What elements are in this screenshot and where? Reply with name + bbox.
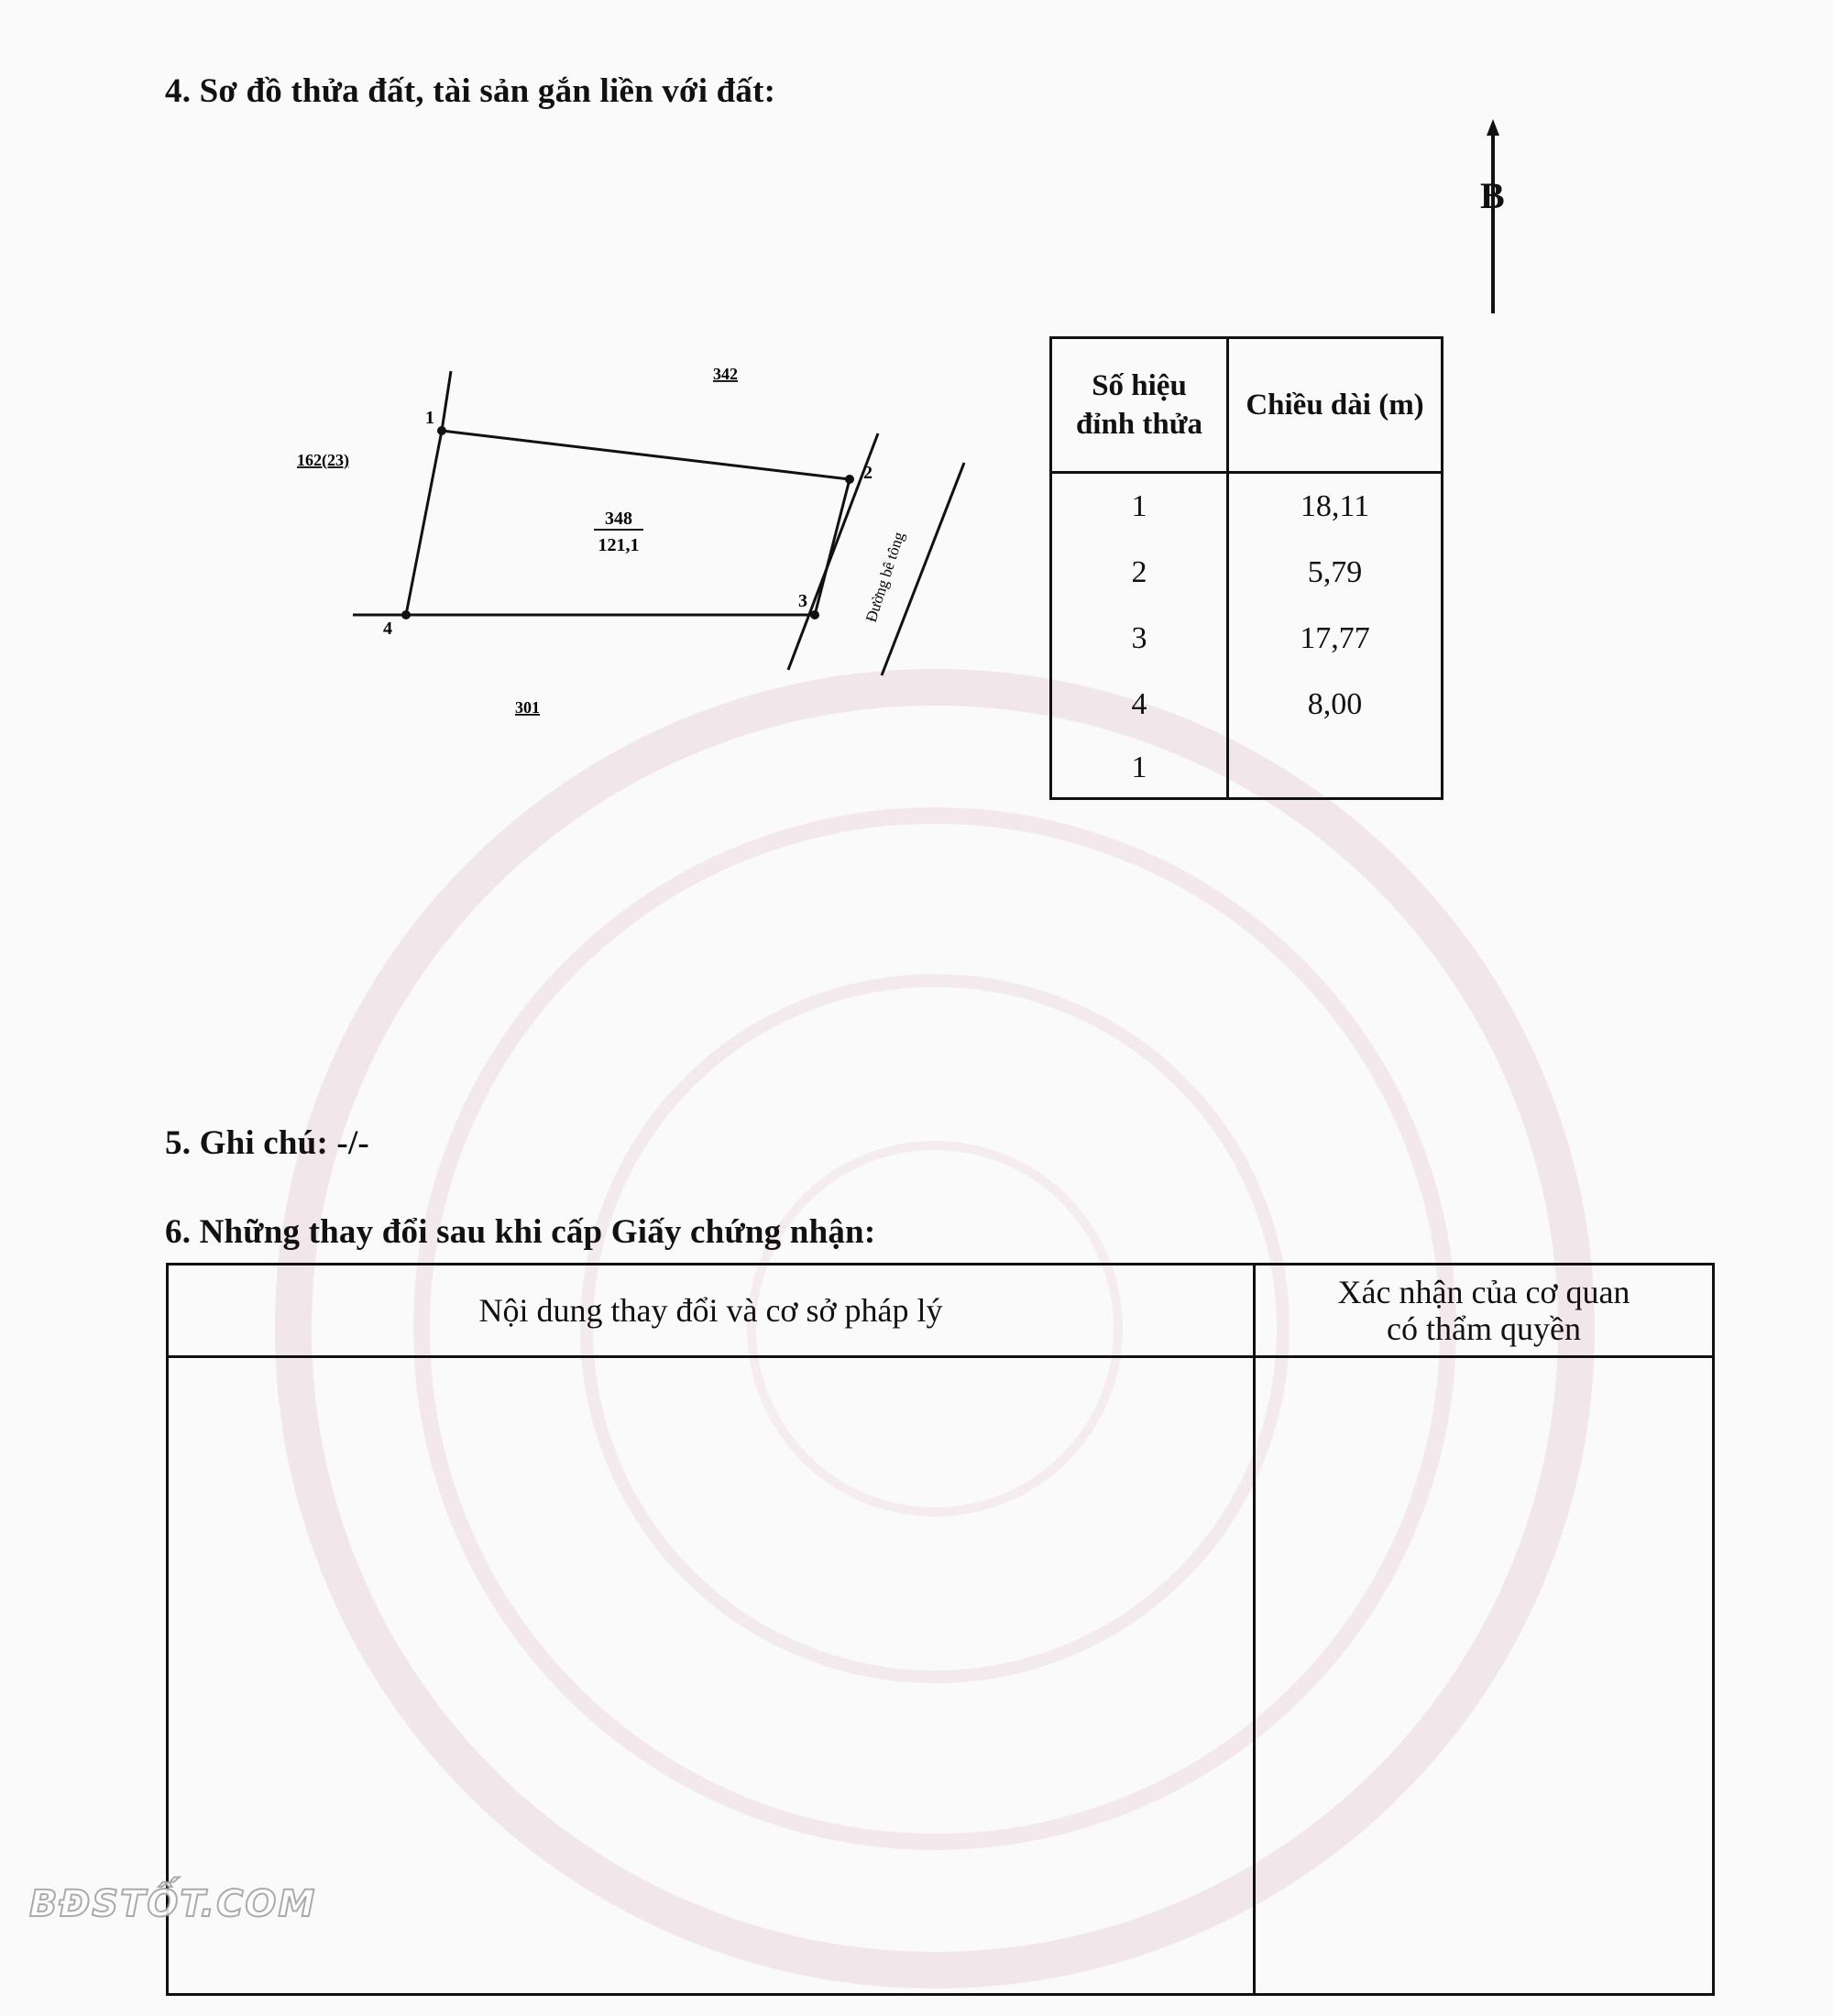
length-cell: 17,77 [1228,606,1443,672]
vertex-label-1: 1 [425,408,434,428]
table-row [1051,540,1443,606]
parcel-number: 348 [605,509,632,529]
plot-diagram [275,357,1008,742]
section-6-heading: 6. Những thay đổi sau khi cấp Giấy chứng nhận: [165,1213,876,1251]
header-point-column [1051,338,1228,473]
table-row [1051,738,1443,799]
point-cell: 1 [1051,473,1228,541]
table-row [1051,606,1443,672]
section-5-heading: 5. Ghi chú: -/- [165,1124,369,1162]
neighbor-parcel-south: 301 [515,698,540,717]
vertex-label-4: 4 [383,619,392,639]
table-row [168,1357,1714,1995]
header-change-content: Nội dung thay đổi và cơ sở pháp lý [168,1265,1255,1357]
vertex-dot-4 [401,610,411,619]
change-content-cell [168,1357,1255,1995]
road-label: Đường bê tông [862,530,908,625]
neighbor-parcel-west: 162(23) [297,451,349,469]
header-confirm-line1: Xác nhận của cơ quan [1337,1274,1630,1310]
length-cell: 5,79 [1228,540,1443,606]
length-cell: 18,11 [1228,473,1443,541]
table-row [1051,473,1443,541]
header-confirm-line2: có thẩm quyền [1387,1310,1581,1347]
length-cell: 8,00 [1228,672,1443,738]
boundary-ext-top [442,371,451,431]
section-4-heading: 4. Sơ đồ thửa đất, tài sản gắn liền với đất: [165,72,776,110]
vertex-dot-1 [437,426,446,435]
header-point-line1: Số hiệu [1092,369,1187,402]
parcel-area: 121,1 [598,535,640,555]
header-length-column: Chiều dài (m) [1228,338,1443,473]
changes-table [166,1263,1715,1996]
confirmation-cell [1255,1357,1714,1995]
table-row [1051,672,1443,738]
point-cell: 4 [1051,672,1228,738]
neighbor-parcel-north: 342 [713,365,738,383]
vertex-dot-3 [810,610,819,619]
point-cell: 1 [1051,738,1228,799]
vertex-label-3: 3 [798,591,807,611]
point-cell: 3 [1051,606,1228,672]
vertex-label-2: 2 [863,463,873,483]
north-label: B [1480,175,1505,216]
length-cell [1228,738,1443,799]
north-arrow-icon [1471,119,1526,321]
dimension-table [1049,336,1443,800]
point-cell: 2 [1051,540,1228,606]
vertex-dot-2 [845,475,854,484]
site-watermark: BĐSTỐT.COM [29,1883,317,1925]
header-point-line2: đỉnh thửa [1075,408,1203,441]
header-authority-confirmation [1255,1265,1714,1357]
